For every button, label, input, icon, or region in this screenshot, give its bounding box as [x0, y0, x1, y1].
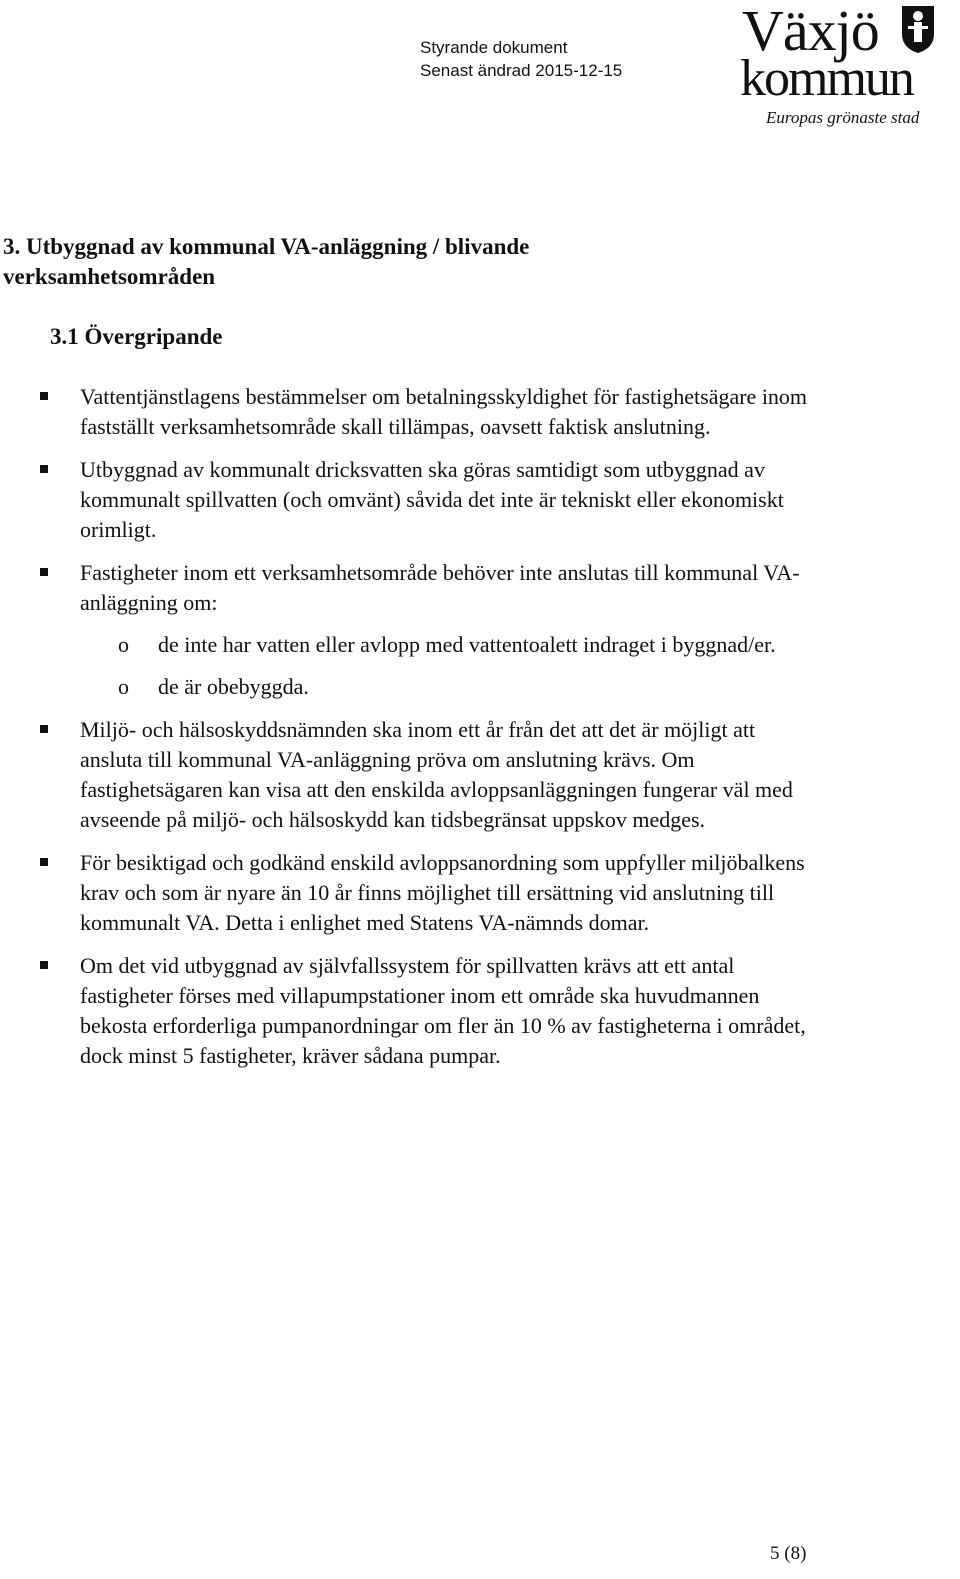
- sub-list-item-text: de är obebyggda.: [158, 674, 309, 699]
- list-item: [40, 455, 820, 545]
- logo-line-2: kommun: [740, 50, 913, 107]
- last-changed-date: Senast ändrad 2015-12-15: [420, 61, 623, 80]
- square-bullet-icon: [40, 392, 48, 400]
- document-type: Styrande dokument: [420, 38, 568, 57]
- list-item-text: Vattentjänstlagens bestämmelser om betalningsskyldighet för fastighetsägare inom fastställt verksamhetsområde skall tillämpas, oavsett faktisk anslutning.: [80, 384, 808, 439]
- list-item-text: Utbyggnad av kommunalt dricksvatten ska göras samtidigt som utbyggnad av kommunalt spillvatten (och omvänt) såvida det inte är tekniskt eller ekonomiskt orimligt.: [80, 457, 784, 542]
- list-item-text: Om det vid utbyggnad av självfallssystem för spillvatten krävs att ett antal fastigheter förses med villapumpstationer inom ett område ska huvudmannen bekosta erforderliga pumpanordningar om fler än 10 % av fastigheterna i området, dock minst 5 fastigheter, kräver sådana pumpar.: [80, 953, 806, 1068]
- page-number: 5 (8): [770, 1543, 807, 1564]
- logo-line-1: Växjö: [742, 0, 879, 63]
- list-item-text: För besiktigad och godkänd enskild avloppsanordning som uppfyller miljöbalkens krav och som är nyare än 10 år finns möjlighet till ersättning vid anslutning till kommunalt VA. Detta i enlighet med Statens VA-nämnds domar.: [80, 850, 805, 935]
- square-bullet-icon: [40, 725, 48, 733]
- sub-list-item-text: de inte har vatten eller avlopp med vattentoalett indraget i byggnad/er.: [158, 632, 776, 657]
- section-heading: 3. Utbyggnad av kommunal VA-anläggning / blivande verksamhetsområden: [3, 234, 530, 289]
- list-item: [40, 848, 820, 938]
- list-item-text: Miljö- och hälsoskyddsnämnden ska inom ett år från det att det är möjligt att ansluta till kommunal VA-anläggning pröva om anslutning krävs. Om fastighetsägaren kan visa att den enskilda avloppsanläggningen fungerar väl med avseende på miljö- och hälsoskydd kan tidsbegränsat uppskov medges.: [80, 717, 793, 832]
- circle-bullet-icon: o: [118, 632, 129, 657]
- subsection-heading: 3.1 Övergripande: [50, 324, 223, 349]
- square-bullet-icon: [40, 858, 48, 866]
- document-meta: [420, 36, 622, 82]
- list-item: [40, 715, 820, 835]
- sub-list-item: [40, 630, 820, 660]
- list-item: [40, 951, 820, 1071]
- circle-bullet-icon: o: [118, 674, 129, 699]
- square-bullet-icon: [40, 961, 48, 969]
- city-crest-icon: [900, 4, 936, 54]
- square-bullet-icon: [40, 568, 48, 576]
- list-item: [40, 382, 820, 442]
- logo-tagline: Europas grönaste stad: [766, 108, 920, 127]
- list-item: [40, 558, 820, 618]
- sub-list-item: [40, 672, 820, 702]
- municipality-logo: [740, 2, 955, 132]
- document-body: [40, 382, 820, 1071]
- list-item-text: Fastigheter inom ett verksamhetsområde behöver inte anslutas till kommunal VA-anläggning om:: [80, 560, 800, 615]
- square-bullet-icon: [40, 465, 48, 473]
